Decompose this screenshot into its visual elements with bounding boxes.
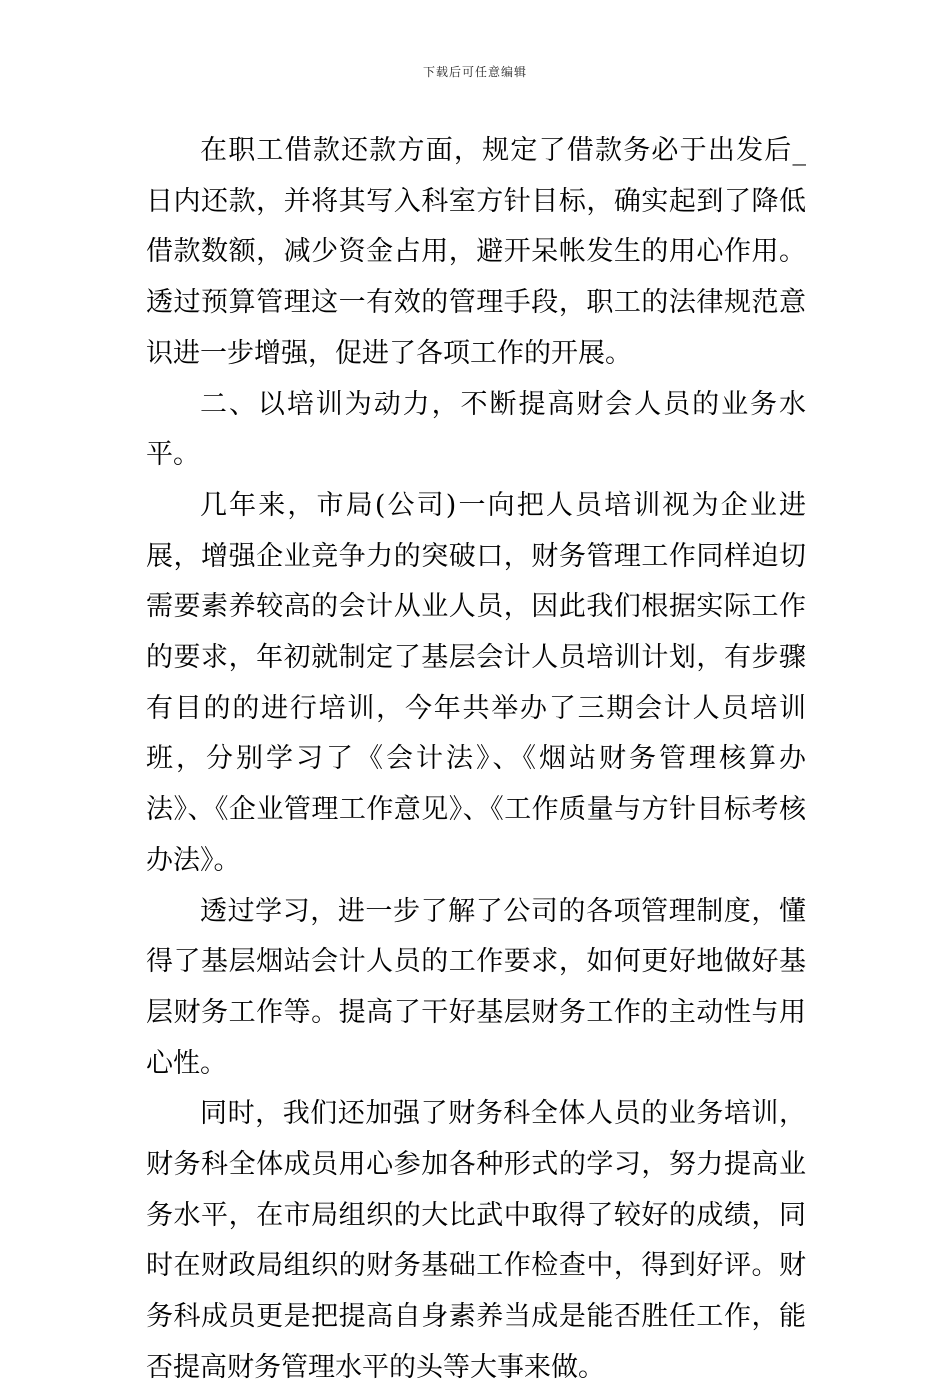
page-header: 下载后可任意编辑	[422, 65, 527, 79]
paragraph-training-plan: 几年来，市局(公司)一向把人员培训视为企业进展，增强企业竞争力的突破口，财务管理工作同样迫切需要素养较高的会计从业人员，因此我们根据实际工作的要求，年初就制定了基层会计人员培训计划，有步骤有目的的进行培训，今年共举办了三期会计人员培训班，分别学习了《会计法》、《烟站财务管理核算办法》、《企业管理工作意见》、《工作质量与方针目标考核办法》。	[146, 489, 806, 876]
document-body	[146, 126, 806, 1394]
paragraph-loan-repayment: 在职工借款还款方面，规定了借款务必于出发后_日内还款，并将其写入科室方针目标，确实起到了降低借款数额，减少资金占用，避开呆帐发生的用心作用。透过预算管理这一有效的管理手段，职工的法律规范意识进一步增强，促进了各项工作的开展。	[146, 135, 806, 369]
paragraph-learning-outcome: 透过学习，进一步了解了公司的各项管理制度，懂得了基层烟站会计人员的工作要求，如何更好地做好基层财务工作等。提高了干好基层财务工作的主动性与用心性。	[146, 895, 806, 1079]
paragraph-staff-training: 同时，我们还加强了财务科全体人员的业务培训，财务科全体成员用心参加各种形式的学习，努力提高业务水平，在市局组织的大比武中取得了较好的成绩，同时在财政局组织的财务基础工作检查中，得到好评。财务科成员更是把提高自身素养当成是能否胜任工作，能否提高财务管理水平的头等大事来做。	[146, 1098, 806, 1383]
paragraph-section-heading-training: 二、以培训为动力，不断提高财会人员的业务水平。	[146, 388, 806, 471]
